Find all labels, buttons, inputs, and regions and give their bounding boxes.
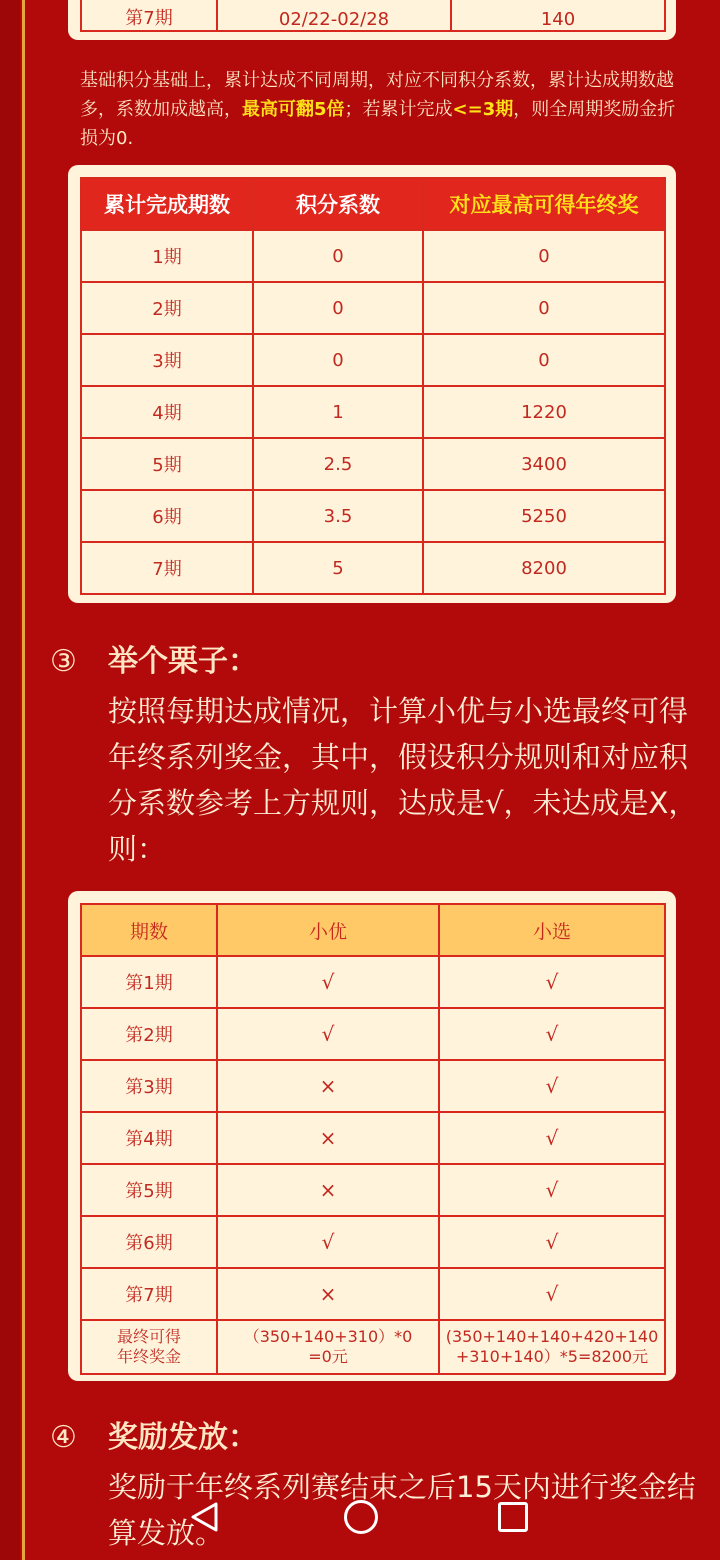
- table-cell: 1期: [81, 230, 253, 282]
- column-header: 期数: [81, 904, 217, 956]
- rule-note-text: ，则全周期奖励金折损为0.: [80, 99, 676, 149]
- example-table-panel: [68, 891, 676, 1381]
- table-cell: 7期: [81, 542, 253, 594]
- table-row: [81, 1112, 665, 1164]
- recent-square-icon[interactable]: [498, 1502, 528, 1532]
- table-row: [81, 386, 665, 438]
- table-cell: 1: [253, 386, 423, 438]
- status-mark: √: [439, 956, 665, 1008]
- final-bonus-label: [81, 1320, 217, 1374]
- table-cell: 0: [423, 282, 665, 334]
- table-cell: 2.5: [253, 438, 423, 490]
- final-bonus-b: [439, 1320, 665, 1374]
- table-row: [81, 1216, 665, 1268]
- top-table: [80, 0, 666, 32]
- column-header: 小选: [439, 904, 665, 956]
- table-header-row: [81, 904, 665, 956]
- top-table-panel: [68, 0, 676, 40]
- final-bonus-row: [81, 1320, 665, 1374]
- section-title: 举个栗子：: [108, 644, 258, 679]
- final-bonus-formula-line: =0元: [308, 1347, 348, 1366]
- table-row: [81, 956, 665, 1008]
- section-number: ③: [50, 644, 77, 679]
- rule-note: [80, 66, 680, 153]
- table-row: [81, 282, 665, 334]
- table-row: [81, 1008, 665, 1060]
- final-bonus-a: [217, 1320, 439, 1374]
- table-cell: 2期: [81, 282, 253, 334]
- table-cell: 0: [253, 334, 423, 386]
- home-circle-icon[interactable]: [344, 1500, 378, 1534]
- section-paragraph: 按照每期达成情况，计算小优与小选最终可得年终系列奖金，其中，假设积分规则和对应积分系数参考上方规则，达成是√，未达成是X，则：: [108, 694, 698, 866]
- left-edge-line: [22, 0, 25, 1560]
- column-header: 积分系数: [253, 178, 423, 230]
- table-row: [81, 334, 665, 386]
- table-cell: 第7期: [81, 1268, 217, 1320]
- table-cell: 第6期: [81, 1216, 217, 1268]
- status-mark: √: [439, 1060, 665, 1112]
- final-bonus-label-line: 年终奖金: [116, 1347, 181, 1366]
- final-bonus-label-line: 最终可得: [116, 1327, 181, 1346]
- table-row: [81, 542, 665, 594]
- example-table: [80, 903, 666, 1375]
- status-mark: √: [217, 1008, 439, 1060]
- table-cell: 第2期: [81, 1008, 217, 1060]
- table-cell: 4期: [81, 386, 253, 438]
- final-bonus-formula-line: （350+140+310）*0: [243, 1327, 413, 1346]
- table-row: [81, 230, 665, 282]
- section-paragraph: 奖励于年终系列赛结束之后15天内进行奖金结算发放。: [108, 1470, 696, 1550]
- status-mark: ×: [217, 1060, 439, 1112]
- status-mark: √: [217, 1216, 439, 1268]
- table-cell: 8200: [423, 542, 665, 594]
- rule-note-highlight: 最高可翻5倍: [242, 99, 345, 120]
- table-cell: 第5期: [81, 1164, 217, 1216]
- system-navigation-bar: [0, 1490, 720, 1560]
- back-triangle-icon[interactable]: [188, 1500, 222, 1538]
- table-row: [81, 1164, 665, 1216]
- table-cell: 1220: [423, 386, 665, 438]
- status-mark: ×: [217, 1164, 439, 1216]
- status-mark: √: [439, 1216, 665, 1268]
- section-number: ④: [50, 1420, 77, 1455]
- section-title: 奖励发放：: [108, 1420, 258, 1455]
- table-cell: 第3期: [81, 1060, 217, 1112]
- column-header: 小优: [217, 904, 439, 956]
- table-cell: 0: [253, 230, 423, 282]
- date-cell: 02/22-02/28: [217, 0, 451, 31]
- rule-note-highlight: <=3期: [452, 99, 514, 120]
- rule-note-text: 基础积分基础上，累计达成不同周期，对应不同积分系数，累计达成期数越多，系数加成越高，: [80, 70, 674, 120]
- table-header-row: [81, 178, 665, 230]
- status-mark: √: [439, 1164, 665, 1216]
- period-cell: 第7期: [81, 0, 217, 31]
- table-cell: 6期: [81, 490, 253, 542]
- table-cell: 3期: [81, 334, 253, 386]
- table-cell: 0: [423, 334, 665, 386]
- column-header: 累计完成期数: [81, 178, 253, 230]
- table-row: [81, 0, 665, 31]
- table-cell: 第4期: [81, 1112, 217, 1164]
- points-cell: 140: [451, 0, 665, 31]
- status-mark: √: [439, 1112, 665, 1164]
- column-header: 对应最高可得年终奖: [423, 178, 665, 230]
- table-cell: 5: [253, 542, 423, 594]
- status-mark: ×: [217, 1268, 439, 1320]
- left-edge-band: [0, 0, 20, 1560]
- status-mark: √: [439, 1268, 665, 1320]
- table-row: [81, 438, 665, 490]
- table-cell: 3.5: [253, 490, 423, 542]
- table-row: [81, 490, 665, 542]
- table-cell: 3400: [423, 438, 665, 490]
- table-cell: 5期: [81, 438, 253, 490]
- final-bonus-formula-line: +310+140）*5=8200元: [455, 1347, 649, 1366]
- final-bonus-formula-line: (350+140+140+420+140: [445, 1327, 659, 1346]
- coefficient-table-panel: [68, 165, 676, 603]
- status-mark: √: [217, 956, 439, 1008]
- rule-note-text: ；若累计完成: [344, 99, 453, 120]
- status-mark: √: [439, 1008, 665, 1060]
- coefficient-table: [80, 177, 666, 595]
- table-cell: 0: [423, 230, 665, 282]
- table-row: [81, 1268, 665, 1320]
- table-cell: 5250: [423, 490, 665, 542]
- table-row: [81, 1060, 665, 1112]
- table-cell: 0: [253, 282, 423, 334]
- table-cell: 第1期: [81, 956, 217, 1008]
- status-mark: ×: [217, 1112, 439, 1164]
